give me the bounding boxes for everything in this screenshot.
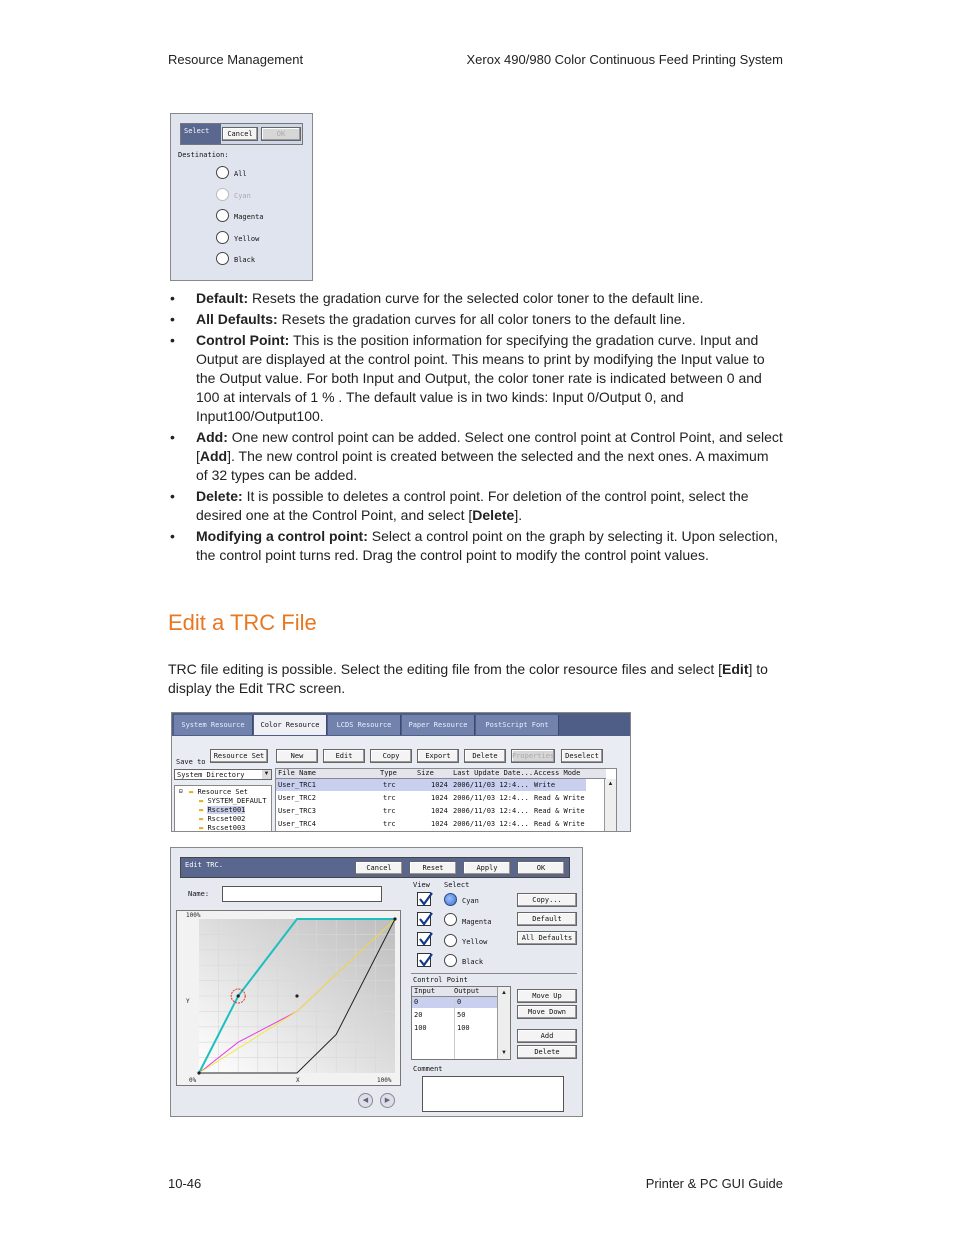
view-cyan-checkbox[interactable] <box>417 892 431 906</box>
name-label: Name: <box>188 890 210 898</box>
new-button[interactable]: New <box>276 749 318 763</box>
radio-cyan[interactable] <box>216 188 229 201</box>
tree-node-selected[interactable] <box>199 806 245 814</box>
cell: 0 <box>414 998 419 1006</box>
control-point <box>295 994 298 997</box>
black-label: Black <box>462 958 484 966</box>
col-file-name[interactable]: File Name <box>278 769 316 777</box>
select-dialog <box>170 113 313 281</box>
select-magenta-radio[interactable] <box>444 913 457 926</box>
cell: Read & Write <box>534 794 585 802</box>
check-icon <box>418 952 434 968</box>
option-black-label: Black <box>234 256 256 264</box>
check-icon <box>418 911 434 927</box>
comment-field[interactable] <box>422 1076 564 1112</box>
bullet-term: Delete: <box>196 488 243 504</box>
cell: Read & Write <box>534 820 585 828</box>
list-item <box>168 428 784 485</box>
cell: User_TRC4 <box>278 820 316 828</box>
folder-icon: ▬ <box>189 788 194 796</box>
cell: 20 <box>414 1011 423 1019</box>
resource-window <box>171 712 631 832</box>
list-item <box>168 289 784 308</box>
cancel-button[interactable]: Cancel <box>222 127 258 141</box>
tree-node[interactable] <box>199 815 245 823</box>
y-axis-label: Y <box>186 998 190 1005</box>
bullet-text: ]. <box>514 507 523 523</box>
view-magenta-checkbox[interactable] <box>417 912 431 926</box>
next-icon[interactable]: ▶ <box>380 1093 395 1108</box>
header-right: Xerox 490/980 Color Continuous Feed Printing System <box>466 52 783 67</box>
properties-button[interactable]: Properties <box>511 749 555 763</box>
list-item <box>168 487 784 525</box>
cell: User_TRC3 <box>278 807 316 815</box>
folder-icon: ▬ <box>199 797 204 805</box>
scrollbar[interactable] <box>497 987 510 1059</box>
folder-icon: ▬ <box>199 806 204 814</box>
table-row[interactable] <box>276 805 606 817</box>
para-text: ] to display the Edit TRC screen. <box>168 661 768 696</box>
bullet-text: ]. The new control point is created between the selected and the next ones. A maximum of 32 types can be added. <box>196 448 769 483</box>
x-axis-label: X <box>296 1077 300 1084</box>
edit-trc-titlebar <box>180 857 570 878</box>
bullet-term: Modifying a control point: <box>196 528 368 544</box>
yellow-label: Yellow <box>462 938 488 946</box>
trc-graph-svg[interactable] <box>177 911 400 1085</box>
radio-yellow[interactable] <box>216 231 229 244</box>
control-point-label: Control Point <box>413 976 468 984</box>
bullet-term: Default: <box>196 290 249 306</box>
cell: 1024 <box>431 794 448 802</box>
file-table <box>275 768 617 832</box>
col-size[interactable]: Size <box>417 769 434 777</box>
check-icon <box>418 931 434 947</box>
tab-postscript-font[interactable]: PostScript Font <box>476 715 559 735</box>
divider <box>411 973 577 974</box>
move-down-button[interactable]: Move Down <box>517 1005 577 1019</box>
delete-button[interactable]: Delete <box>464 749 506 763</box>
all-defaults-button[interactable]: All Defaults <box>517 931 577 945</box>
bullet-bold: Delete <box>472 507 515 523</box>
cell: 2006/11/03 12:4... <box>453 781 529 789</box>
col-input[interactable]: Input <box>414 987 436 995</box>
cell: 1024 <box>431 807 448 815</box>
resource-set-button[interactable]: Resource Set <box>210 749 268 763</box>
col-type[interactable]: Type <box>380 769 397 777</box>
ok-button[interactable]: OK <box>261 127 301 141</box>
cell: User_TRC1 <box>278 781 316 789</box>
check-icon <box>418 891 434 907</box>
control-point-table <box>411 986 511 1060</box>
radio-black[interactable] <box>216 252 229 265</box>
control-point <box>237 994 240 997</box>
previous-icon[interactable]: ◀ <box>358 1093 373 1108</box>
edit-trc-dialog <box>170 847 583 1117</box>
cell: 1024 <box>431 781 448 789</box>
cancel-button[interactable]: Cancel <box>355 861 403 875</box>
table-row-selected[interactable] <box>412 997 498 1008</box>
section-title: Edit a TRC File <box>168 610 317 635</box>
cell: 2006/11/03 12:4... <box>453 794 529 802</box>
bullet-text: This is the position information for specifying the gradation curve. Input and Output are displayed at the control point. This means to print by modifying the Input value to the Output value. For both Input and Output, the color toner rate is indicated between 0 and 100 at intervals of 1 % . The default value is in two kinds: Input 0/Output 0, and Input100/Output100. <box>196 332 765 424</box>
scroll-up-icon[interactable]: ▲ <box>501 990 507 996</box>
cell: User_TRC2 <box>278 794 316 802</box>
tree-node-label: Rscset003 <box>207 824 246 832</box>
view-yellow-checkbox[interactable] <box>417 932 431 946</box>
scroll-up-icon[interactable]: ▲ <box>607 781 614 787</box>
cell: 1024 <box>431 820 448 828</box>
bullet-text: It is possible to deletes a control point. For deletion of the control point, select the desired one at the Control Point, and select [ <box>196 488 749 523</box>
magenta-label: Magenta <box>462 918 492 926</box>
tree-node-label: Rscset002 <box>207 815 246 823</box>
control-point <box>393 917 396 920</box>
cell: trc <box>383 794 396 802</box>
save-to-select[interactable] <box>174 769 272 780</box>
view-label: View <box>413 881 430 889</box>
view-black-checkbox[interactable] <box>417 953 431 967</box>
bullet-text: One new control point can be added. Select one control point at Control Point, and select [ <box>196 429 783 464</box>
col-output[interactable]: Output <box>454 987 480 995</box>
table-row-selected[interactable] <box>276 779 586 791</box>
select-black-radio[interactable] <box>444 954 457 967</box>
scroll-down-icon[interactable]: ▼ <box>501 1050 507 1056</box>
table-row[interactable] <box>276 792 606 804</box>
cell: 100 <box>457 1024 470 1032</box>
radio-all[interactable] <box>216 166 229 179</box>
option-all-label: All <box>234 170 247 178</box>
bullet-term: Control Point: <box>196 332 290 348</box>
x-max-label: 100% <box>377 1077 392 1084</box>
edit-button[interactable]: Edit <box>323 749 365 763</box>
add-button[interactable]: Add <box>517 1029 577 1043</box>
cell: trc <box>383 820 396 828</box>
page-number: 10-46 <box>168 1176 202 1191</box>
resource-tree <box>174 785 272 832</box>
table-row[interactable] <box>412 1010 498 1021</box>
tab-lcds-resource[interactable]: LCDS Resource <box>328 715 401 735</box>
origin-label: 0% <box>189 1077 197 1084</box>
tree-node-label: Resource Set <box>197 788 249 796</box>
folder-icon: ▬ <box>199 815 204 823</box>
tab-paper-resource[interactable]: Paper Resource <box>402 715 475 735</box>
trc-graph[interactable] <box>176 910 401 1086</box>
bullet-text: Resets the gradation curve for the selected color toner to the default line. <box>248 290 704 306</box>
tab-system-resource[interactable]: System Resource <box>174 715 253 735</box>
option-cyan-label: Cyan <box>234 192 251 200</box>
y-max-label: 100% <box>186 912 201 919</box>
delete-button[interactable]: Delete <box>517 1045 577 1059</box>
para-text: TRC file editing is possible. Select the editing file from the color resource files and select [ <box>168 661 723 677</box>
col-access-mode[interactable]: Access Mode <box>534 769 581 777</box>
table-header <box>276 769 606 779</box>
tree-node-label: Rscset001 <box>207 806 246 814</box>
cell: 100 <box>414 1024 427 1032</box>
tree-node[interactable] <box>199 797 266 805</box>
cyan-label: Cyan <box>462 897 479 905</box>
folder-icon: ▬ <box>199 824 204 832</box>
tree-node-root[interactable] <box>189 788 248 796</box>
table-row[interactable] <box>276 818 606 830</box>
select-yellow-radio[interactable] <box>444 934 457 947</box>
select-label: Select <box>444 881 470 889</box>
col-last-update[interactable]: Last Update Date... <box>453 769 534 777</box>
list-item <box>168 310 784 329</box>
reset-button[interactable]: Reset <box>409 861 457 875</box>
list-item <box>168 331 784 426</box>
radio-magenta[interactable] <box>216 209 229 222</box>
cell: trc <box>383 781 396 789</box>
deselect-button[interactable]: Deselect <box>561 749 603 763</box>
export-button[interactable]: Export <box>417 749 459 763</box>
cell: 2006/11/03 12:4... <box>453 820 529 828</box>
section-paragraph <box>168 660 784 698</box>
cell: 50 <box>457 1011 466 1019</box>
bullet-text: Select a control point on the graph by selecting it. Upon selection, the control point turns red. Drag the control point to modify the control point values. <box>196 528 779 563</box>
tree-expander-icon[interactable]: ⊟ <box>179 788 183 795</box>
tab-color-resource[interactable]: Color Resource <box>254 715 327 735</box>
list-item <box>168 527 784 565</box>
tab-bar <box>172 713 630 736</box>
name-field[interactable] <box>222 886 382 902</box>
cell: 2006/11/03 12:4... <box>453 807 529 815</box>
bullet-term: Add: <box>196 429 228 445</box>
cell: Write <box>534 781 556 789</box>
scrollbar[interactable] <box>604 779 616 832</box>
move-up-button[interactable]: Move Up <box>517 989 577 1003</box>
default-button[interactable]: Default <box>517 912 577 926</box>
tree-node-label: SYSTEM_DEFAULT <box>207 797 267 805</box>
save-to-value: System Directory <box>177 771 245 779</box>
table-header <box>412 987 498 997</box>
tree-node[interactable] <box>199 824 245 832</box>
control-point <box>197 1071 200 1074</box>
edit-trc-title: Edit TRC. <box>185 861 223 869</box>
copy-button[interactable]: Copy... <box>517 893 577 907</box>
destination-label: Destination: <box>178 151 229 159</box>
para-bold: Edit <box>722 661 749 677</box>
header-left: Resource Management <box>168 52 304 67</box>
chevron-down-icon[interactable]: ▼ <box>263 771 270 777</box>
bullet-text: Resets the gradation curves for all color toners to the default line. <box>277 311 686 327</box>
select-toolbar <box>180 123 303 145</box>
cell: trc <box>383 807 396 815</box>
select-title: Select <box>184 127 210 135</box>
save-to-label: Save to <box>176 758 206 766</box>
comment-label: Comment <box>413 1065 443 1073</box>
ok-button[interactable]: OK <box>517 861 565 875</box>
bullet-term: All Defaults: <box>196 311 278 327</box>
bullet-bold: Add <box>199 448 228 464</box>
feature-list <box>168 289 784 567</box>
select-cyan-radio[interactable] <box>444 893 457 906</box>
option-yellow-label: Yellow <box>234 235 260 243</box>
cell: Read & Write <box>534 807 585 815</box>
option-magenta-label: Magenta <box>234 213 264 221</box>
apply-button[interactable]: Apply <box>463 861 511 875</box>
cell: 0 <box>457 998 462 1006</box>
table-row[interactable] <box>412 1023 498 1034</box>
footer-title: Printer & PC GUI Guide <box>645 1176 783 1191</box>
copy-button[interactable]: Copy <box>370 749 412 763</box>
column-divider <box>454 997 455 1059</box>
